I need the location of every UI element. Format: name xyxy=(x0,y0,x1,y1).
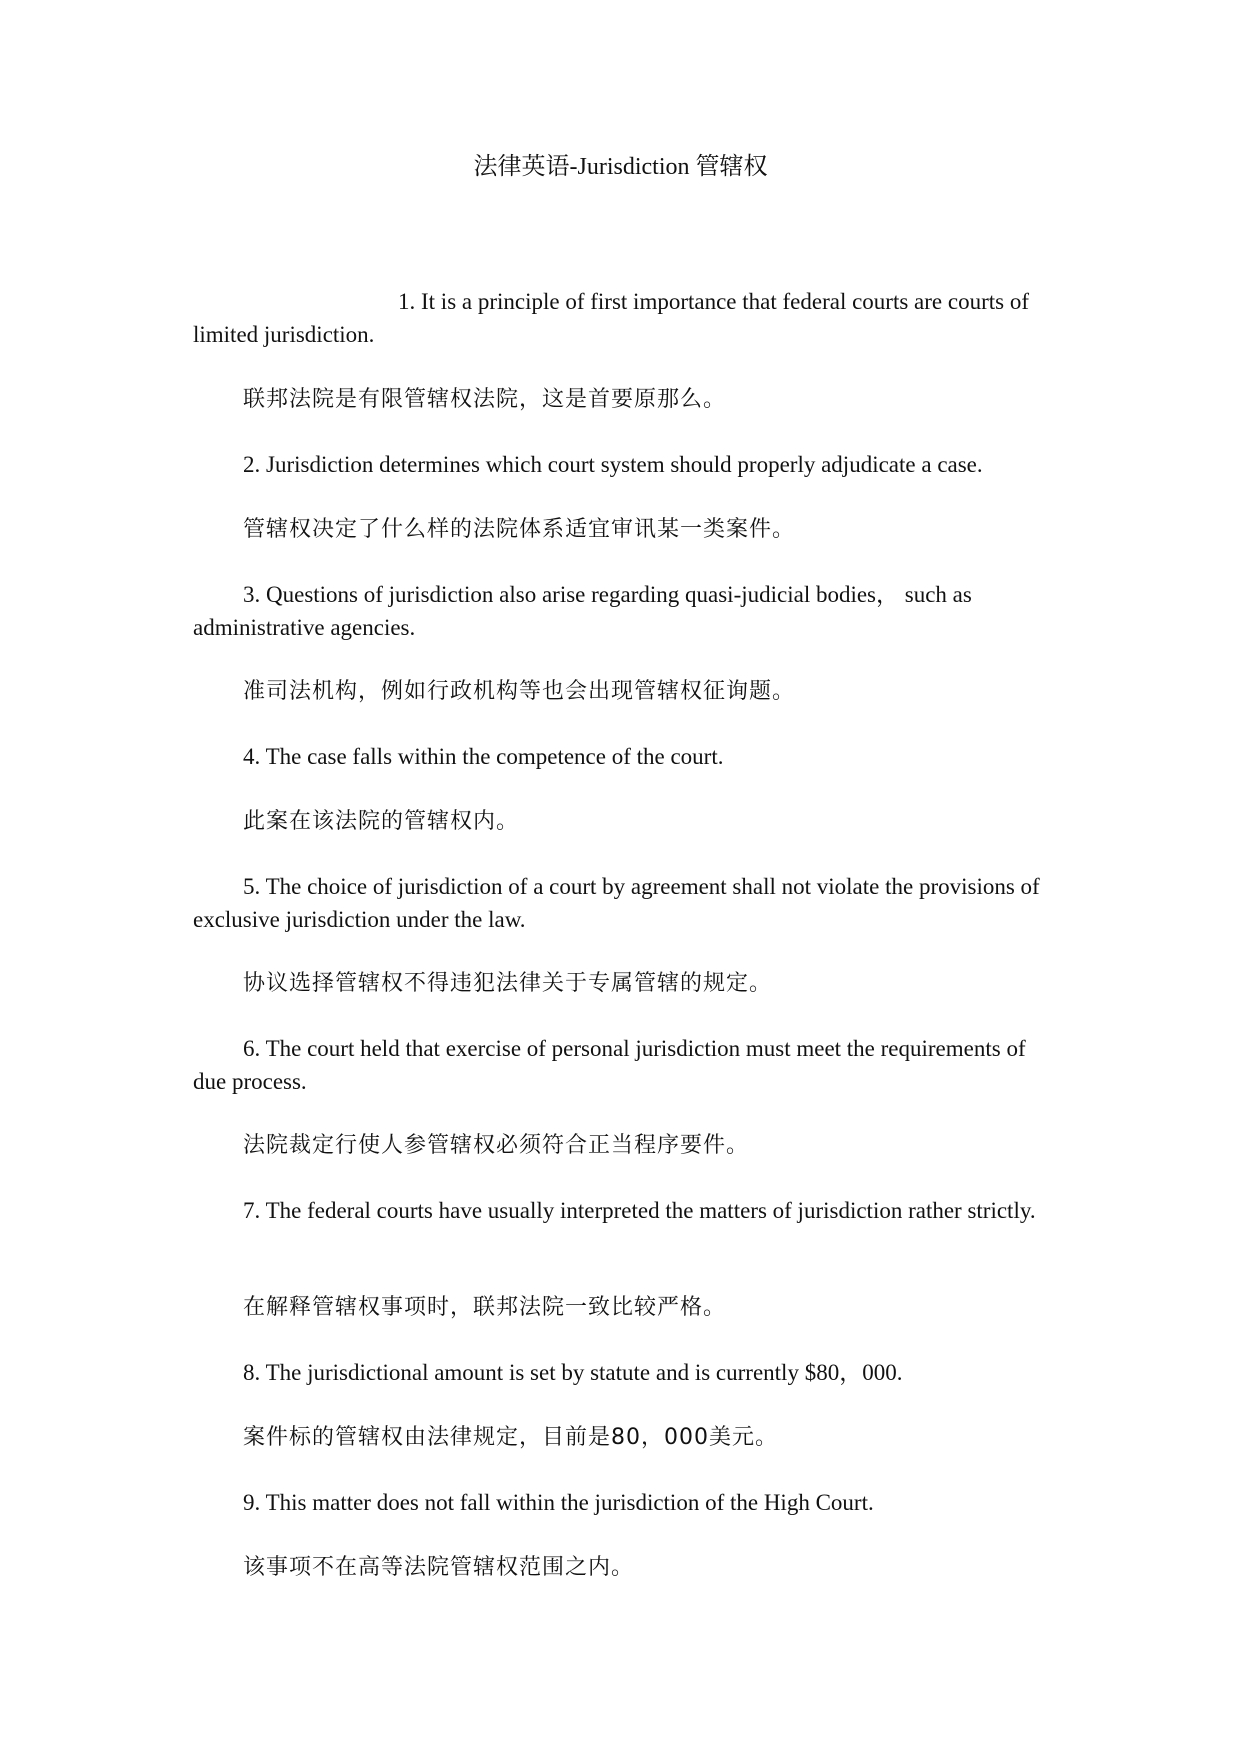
sentence-en-2: 2. Jurisdiction determines which court system should properly adjudicate a case. xyxy=(243,452,983,477)
sentence-zh-6: 法院裁定行使人参管辖权必须符合正当程序要件。 xyxy=(243,1133,750,1158)
sentence-en-9: 9. This matter does not fall within the jurisdiction of the High Court. xyxy=(243,1490,874,1515)
sentence-en-4: 4. The case falls within the competence of the court. xyxy=(243,744,724,769)
sentence-zh-3: 准司法机构，例如行政机构等也会出现管辖权征询题。 xyxy=(243,679,796,704)
sentence-zh-8: 案件标的管辖权由法律规定，目前是80，000美元。 xyxy=(243,1425,778,1450)
sentence-zh-5: 协议选择管辖权不得违犯法律关于专属管辖的规定。 xyxy=(243,971,773,996)
sentence-en-6: 6. The court held that exercise of personal jurisdiction must meet the requirements of due process. xyxy=(193,1036,1026,1094)
sentence-zh-1: 联邦法院是有限管辖权法院，这是首要原那么。 xyxy=(243,387,727,412)
sentence-en-5: 5. The choice of jurisdiction of a court by agreement shall not violate the provisions of exclusive jurisdiction under the law. xyxy=(193,874,1040,932)
document-title: 法律英语-Jurisdiction 管辖权 xyxy=(473,154,768,180)
sentence-zh-2: 管辖权决定了什么样的法院体系适宜审讯某一类案件。 xyxy=(243,517,796,542)
sentence-zh-4: 此案在该法院的管辖权内。 xyxy=(243,809,520,834)
sentence-zh-7: 在解释管辖权事项时，联邦法院一致比较严格。 xyxy=(243,1295,727,1320)
sentence-zh-9: 该事项不在高等法院管辖权范围之内。 xyxy=(243,1555,635,1580)
sentence-en-1: 1. It is a principle of first importance that federal courts are courts of limited jurisdiction. xyxy=(193,289,1029,347)
sentence-en-7: 7. The federal courts have usually interpreted the matters of jurisdiction rather strictly. xyxy=(243,1198,1036,1223)
sentence-en-3: 3. Questions of jurisdiction also arise regarding quasi-judicial bodies， such as administrative agencies. xyxy=(193,582,972,640)
sentence-en-8: 8. The jurisdictional amount is set by statute and is currently $80，000. xyxy=(243,1360,903,1385)
